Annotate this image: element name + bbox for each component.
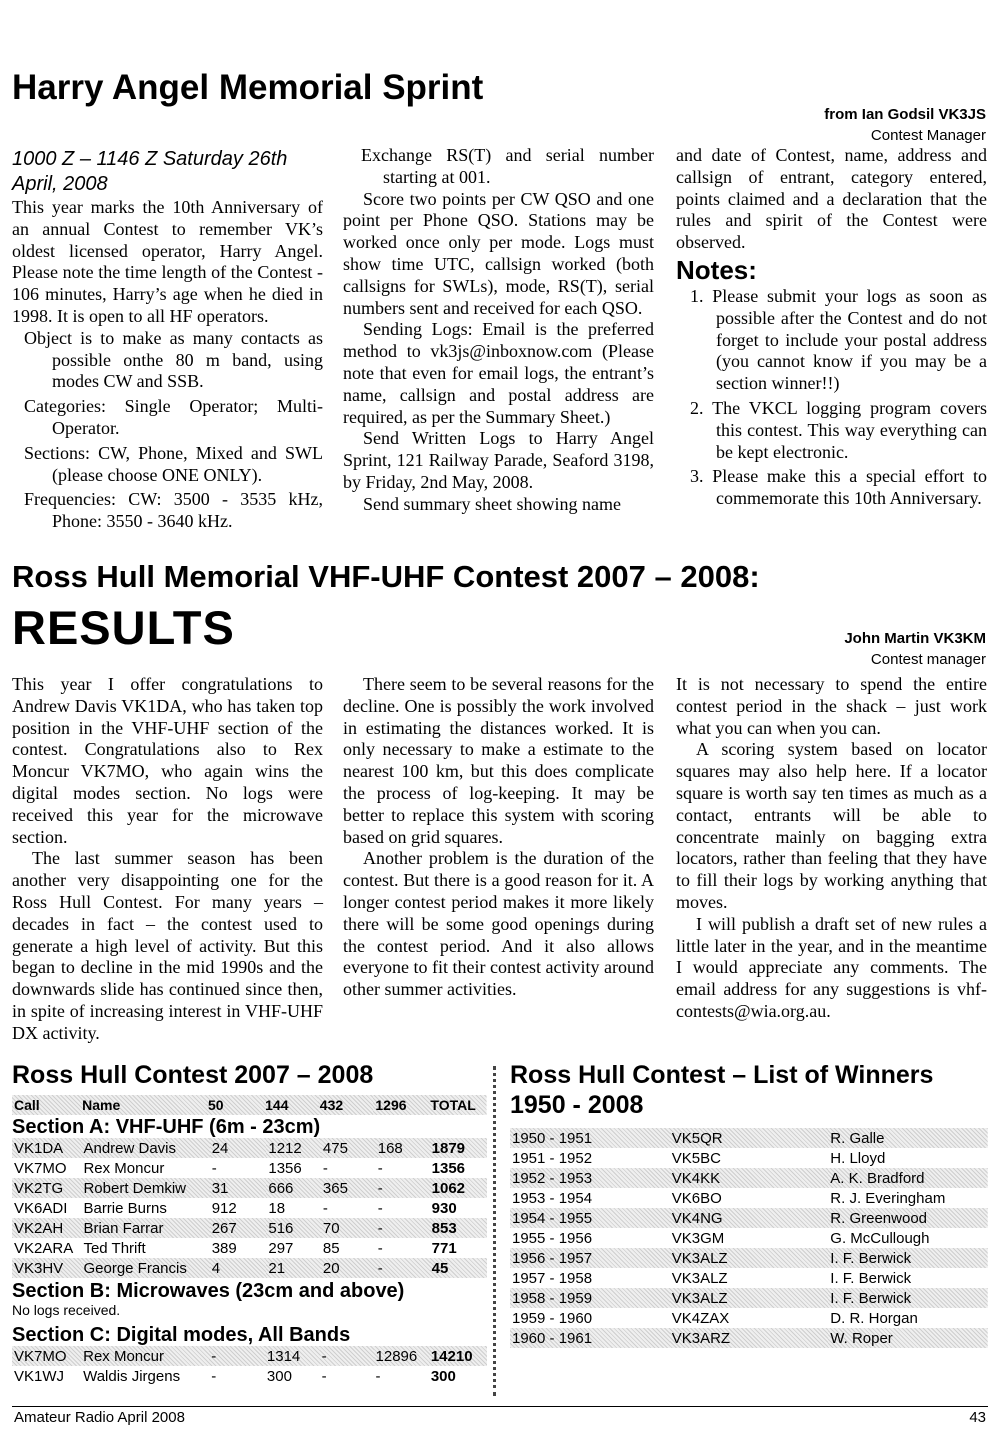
- table-cell: VK1WJ: [14, 1367, 65, 1385]
- table-cell: VK7MO: [14, 1347, 67, 1365]
- table-cell: 21: [268, 1259, 286, 1277]
- results-header-row: [12, 1095, 487, 1115]
- table-cell: Barrie Burns: [83, 1199, 167, 1217]
- table-cell: -: [322, 1159, 328, 1177]
- article2-paragraph: It is not necessary to spend the entire contest period in the shack – just work what you can when you can.: [676, 674, 987, 738]
- table-cell: 24: [211, 1139, 229, 1157]
- table-cell: 20: [322, 1259, 340, 1277]
- header-total: TOTAL: [430, 1097, 476, 1113]
- table-cell: 1212: [268, 1139, 302, 1157]
- table-row: [510, 1128, 988, 1148]
- table-cell: 1950 - 1951: [512, 1129, 593, 1147]
- article1-title: Harry Angel Memorial Sprint: [12, 68, 484, 107]
- table-cell: 1314: [266, 1347, 301, 1365]
- article1-byline-author: from Ian Godsil VK3JS: [824, 106, 986, 123]
- article1-written-logs: Send Written Logs to Harry Angel Sprint, 121 Railway Parade, Seaford 3198, by Friday, 2nd May, 2008.: [343, 428, 654, 492]
- header-call: Call: [14, 1097, 40, 1113]
- table-cell: 1356: [268, 1159, 302, 1177]
- table-cell: VK3ALZ: [671, 1269, 728, 1287]
- results-header-table: [12, 1095, 487, 1115]
- table-cell: R. Galle: [830, 1129, 885, 1147]
- table-row: [12, 1238, 487, 1258]
- article1-exchange: Exchange RS(T) and serial number starting at 001.: [361, 145, 654, 187]
- table-cell: A. K. Bradford: [830, 1169, 925, 1187]
- table-cell: 853: [431, 1219, 457, 1237]
- article2-paragraph: There seem to be several reasons for the decline. One is possibly the work involved in estimating the distances worked. It is only necessary to make a estimate to the nearest 100 km, but this does complicate the process of log-keeping. It may be better to replace this system with scoring based on grid squares.: [343, 674, 654, 847]
- table-cell: 1879: [431, 1139, 466, 1157]
- article1-sending-logs: Sending Logs: Email is the preferred method to vk3js@inboxnow.com (Please note that even for email logs, the entrant’s name, callsign and postal address are required, as per the Summary Sheet.): [343, 319, 654, 427]
- table-cell: 1062: [431, 1179, 466, 1197]
- table-cell: 365: [322, 1179, 348, 1197]
- note-item: 3. Please make this a special effort to commemorate this 10th Anniversary.: [690, 466, 987, 509]
- table-cell: -: [377, 1179, 383, 1197]
- table-cell: Rex Moncur: [83, 1347, 164, 1365]
- header-144: 144: [265, 1097, 289, 1113]
- table-cell: -: [211, 1159, 217, 1177]
- header-name: Name: [82, 1097, 121, 1113]
- table-cell: VK3GM: [671, 1229, 725, 1247]
- header-50: 50: [207, 1097, 224, 1113]
- results-table: [12, 1095, 487, 1386]
- article1-subhead: 1000 Z – 1146 Z Saturday 26th April, 2008: [12, 148, 288, 195]
- article1-intro: This year marks the 10th Anniversary of an annual Contest to remember VK’s oldest licensed operator, Harry Angel. Please note the time length of the Contest - 106 minutes, Harry’s age when he died in 1998. It is open to all HF operators.: [12, 197, 323, 326]
- article2-column-1: [12, 674, 323, 1045]
- article1-summary-sheet: Send summary sheet showing name: [363, 493, 621, 514]
- table-cell: 1959 - 1960: [512, 1309, 593, 1327]
- table-row: [510, 1208, 988, 1228]
- winners-title-line1: Ross Hull Contest – List of Winners: [510, 1061, 934, 1089]
- article2-paragraph: I will publish a draft set of new rules a little later in the year, and in the meantime I would appreciate any comments. The email address for any suggestions is vhf-contests@wia.org.au.: [676, 913, 987, 1021]
- table-cell: VK5QR: [671, 1129, 723, 1147]
- article2-paragraph: This year I offer congratulations to Andrew Davis VK1DA, who has taken top position in the VHF-UHF section of the contest. Congratulations also to Rex Moncur VK7MO, who again wins the digital modes section. No logs were received this year for the microwave section.: [12, 674, 323, 847]
- table-cell: VK4ZAX: [671, 1309, 730, 1327]
- article2-column-2: [343, 674, 654, 1001]
- table-cell: -: [321, 1367, 327, 1385]
- footer-rule: [12, 1406, 988, 1407]
- table-cell: Brian Farrar: [83, 1219, 164, 1237]
- section-a-heading: Section A: VHF-UHF (6m - 23cm): [12, 1116, 321, 1138]
- article1-byline: [686, 104, 986, 146]
- table-cell: -: [377, 1239, 383, 1257]
- table-cell: 516: [268, 1219, 294, 1237]
- article2-byline: [686, 628, 986, 670]
- table-cell: Andrew Davis: [83, 1139, 177, 1157]
- winners-table-title: [510, 1060, 933, 1120]
- table-cell: -: [377, 1219, 383, 1237]
- table-cell: VK4KK: [671, 1169, 721, 1187]
- article2-column-3: [676, 674, 987, 1023]
- winners-title-line2: 1950 - 2008: [510, 1091, 644, 1119]
- table-cell: I. F. Berwick: [830, 1249, 912, 1267]
- article1-categories: Categories: Single Operator; Multi-Operator.: [24, 396, 323, 438]
- table-cell: VK7MO: [14, 1159, 67, 1177]
- table-cell: -: [322, 1199, 328, 1217]
- table-cell: -: [211, 1347, 217, 1365]
- table-row: [12, 1198, 487, 1218]
- table-row: [12, 1158, 487, 1178]
- section-b-heading: Section B: Microwaves (23cm and above): [12, 1280, 405, 1302]
- table-cell: D. R. Horgan: [830, 1309, 918, 1327]
- table-cell: -: [377, 1159, 383, 1177]
- table-cell: VK2AH: [14, 1219, 64, 1237]
- table-row: [510, 1328, 988, 1348]
- table-row: [12, 1258, 487, 1278]
- table-cell: 1958 - 1959: [512, 1289, 593, 1307]
- table-row: [510, 1308, 988, 1328]
- footer-page-number: 43: [969, 1409, 986, 1426]
- section-c-table: [12, 1346, 487, 1386]
- table-cell: VK3ARZ: [671, 1329, 731, 1347]
- section-a-table: [12, 1138, 487, 1278]
- table-cell: I. F. Berwick: [830, 1289, 912, 1307]
- section-b-note: No logs received.: [12, 1302, 121, 1318]
- note-item: 1. Please submit your logs as soon as possible after the Contest and do not forget to include your postal address (you cannot know if you may be a section winner!!): [690, 285, 987, 394]
- table-cell: 1960 - 1961: [512, 1329, 593, 1347]
- table-cell: 1955 - 1956: [512, 1229, 593, 1247]
- table-cell: G. McCullough: [830, 1229, 930, 1247]
- table-cell: VK2ARA: [14, 1239, 74, 1257]
- winners-list-table: [510, 1128, 988, 1348]
- table-cell: 1956 - 1957: [512, 1249, 593, 1267]
- winners-table: [510, 1128, 988, 1348]
- table-cell: 475: [322, 1139, 348, 1157]
- table-row: [12, 1218, 487, 1238]
- table-row: [510, 1268, 988, 1288]
- table-cell: Ted Thrift: [83, 1239, 146, 1257]
- table-cell: VK3ALZ: [671, 1289, 728, 1307]
- table-row: [510, 1228, 988, 1248]
- article1-column-1: [12, 147, 323, 533]
- table-cell: 12896: [375, 1347, 418, 1365]
- table-cell: 1356: [431, 1159, 466, 1177]
- table-cell: 14210: [430, 1347, 473, 1365]
- note-item: 2. The VKCL logging program covers this contest. This way everything can be kept electronic.: [690, 397, 987, 462]
- table-cell: 666: [268, 1179, 294, 1197]
- article1-frequencies: Frequencies: CW: 3500 - 3535 kHz, Phone: 3550 - 3640 kHz.: [24, 489, 323, 532]
- article1-object: Object is to make as many contacts as possible onthe 80 m band, using modes CW and SSB.: [24, 327, 323, 392]
- table-cell: 930: [431, 1199, 457, 1217]
- article1-column-3: [676, 145, 987, 510]
- table-row: [510, 1188, 988, 1208]
- article1-column-2: [343, 145, 654, 516]
- header-1296: 1296: [375, 1097, 407, 1113]
- results-table-title: Ross Hull Contest 2007 – 2008: [12, 1061, 374, 1089]
- table-cell: 85: [322, 1239, 340, 1257]
- article1-declaration: and date of Contest, name, address and callsign of entrant, category entered, points claimed and a declaration that the rules and spirit of the Contest were observed.: [676, 145, 987, 253]
- table-cell: VK6ADI: [14, 1199, 68, 1217]
- article1-sections: Sections: CW, Phone, Mixed and SWL (please choose ONE ONLY).: [24, 442, 323, 485]
- table-row: [12, 1138, 487, 1158]
- table-row: [510, 1148, 988, 1168]
- table-cell: VK3HV: [14, 1259, 64, 1277]
- table-cell: 912: [211, 1199, 237, 1217]
- results-heading: RESULTS: [12, 601, 235, 654]
- table-cell: -: [321, 1347, 327, 1365]
- table-row: [12, 1346, 487, 1366]
- notes-heading: Notes:: [676, 254, 757, 285]
- table-cell: 267: [211, 1219, 237, 1237]
- table-cell: George Francis: [83, 1259, 187, 1277]
- section-c-heading: Section C: Digital modes, All Bands: [12, 1324, 351, 1346]
- header-432: 432: [319, 1097, 344, 1113]
- table-cell: R. J. Everingham: [830, 1189, 946, 1207]
- table-cell: VK4NG: [671, 1209, 723, 1227]
- table-cell: I. F. Berwick: [830, 1269, 912, 1287]
- article2-paragraph: Another problem is the duration of the contest. But there is a good reason for it. A longer contest period makes it more likely there will be some good openings during the contest period. And it also allows everyone to fit their contest activity around other summer activities.: [343, 848, 654, 1000]
- table-cell: VK6BO: [671, 1189, 722, 1207]
- article1-byline-role: Contest Manager: [870, 127, 986, 144]
- table-cell: 168: [377, 1139, 403, 1157]
- table-cell: VK1DA: [14, 1139, 64, 1157]
- table-cell: VK2TG: [14, 1179, 64, 1197]
- column-divider: [493, 1066, 496, 1396]
- article2-byline-author: John Martin VK3KM: [844, 630, 986, 647]
- table-cell: -: [375, 1367, 381, 1385]
- table-cell: VK3ALZ: [671, 1249, 728, 1267]
- table-cell: W. Roper: [830, 1329, 893, 1347]
- table-cell: H. Lloyd: [830, 1149, 886, 1167]
- table-row: [510, 1248, 988, 1268]
- table-cell: 4: [211, 1259, 221, 1277]
- table-cell: 45: [431, 1259, 449, 1277]
- table-cell: 18: [268, 1199, 286, 1217]
- table-cell: Robert Demkiw: [83, 1179, 186, 1197]
- table-cell: -: [211, 1367, 217, 1385]
- table-cell: Waldis Jirgens: [83, 1367, 181, 1385]
- table-cell: R. Greenwood: [830, 1209, 927, 1227]
- table-cell: 70: [322, 1219, 340, 1237]
- table-cell: -: [377, 1259, 383, 1277]
- article2-paragraph: A scoring system based on locator squares may also help here. If a locator square is worth say ten times as much as a contact, entrants will be able to concentrate mainly on bagging extra locators, rather than feeling that they have to fill their logs by working anything that moves.: [676, 739, 987, 912]
- table-cell: 1957 - 1958: [512, 1269, 593, 1287]
- footer-publication: Amateur Radio April 2008: [14, 1409, 185, 1426]
- table-cell: 1954 - 1955: [512, 1209, 593, 1227]
- table-row: [510, 1288, 988, 1308]
- table-row: [12, 1178, 487, 1198]
- article2-title: Ross Hull Memorial VHF-UHF Contest 2007 – 2008:: [12, 559, 760, 594]
- article1-score: Score two points per CW QSO and one point per Phone QSO. Stations may be worked once only per mode. Logs must show time UTC, callsign worked (both callsigns for SWLs), mode, RS(T), serial numbers sent and received for each QSO.: [343, 188, 654, 318]
- article2-byline-role: Contest manager: [870, 651, 986, 668]
- table-cell: 300: [266, 1367, 292, 1385]
- table-cell: 771: [431, 1239, 457, 1257]
- table-cell: Rex Moncur: [83, 1159, 165, 1177]
- table-cell: 1951 - 1952: [512, 1149, 593, 1167]
- table-cell: 1953 - 1954: [512, 1189, 593, 1207]
- table-cell: 31: [211, 1179, 229, 1197]
- table-cell: 1952 - 1953: [512, 1169, 593, 1187]
- table-cell: VK5BC: [671, 1149, 721, 1167]
- table-row: [12, 1366, 487, 1386]
- table-cell: 297: [268, 1239, 294, 1257]
- table-cell: 300: [430, 1367, 456, 1385]
- table-cell: 389: [211, 1239, 237, 1257]
- table-row: [510, 1168, 988, 1188]
- table-cell: -: [377, 1199, 383, 1217]
- article2-paragraph: The last summer season has been another very disappointing one for the Ross Hull Contest. For many years – decades in fact – the contest used to generate a high level of activity. But this began to decline in the mid 1990s and the downwards slide has continued since then, in spite of increasing interest in VHF-UHF DX activity.: [12, 848, 323, 1043]
